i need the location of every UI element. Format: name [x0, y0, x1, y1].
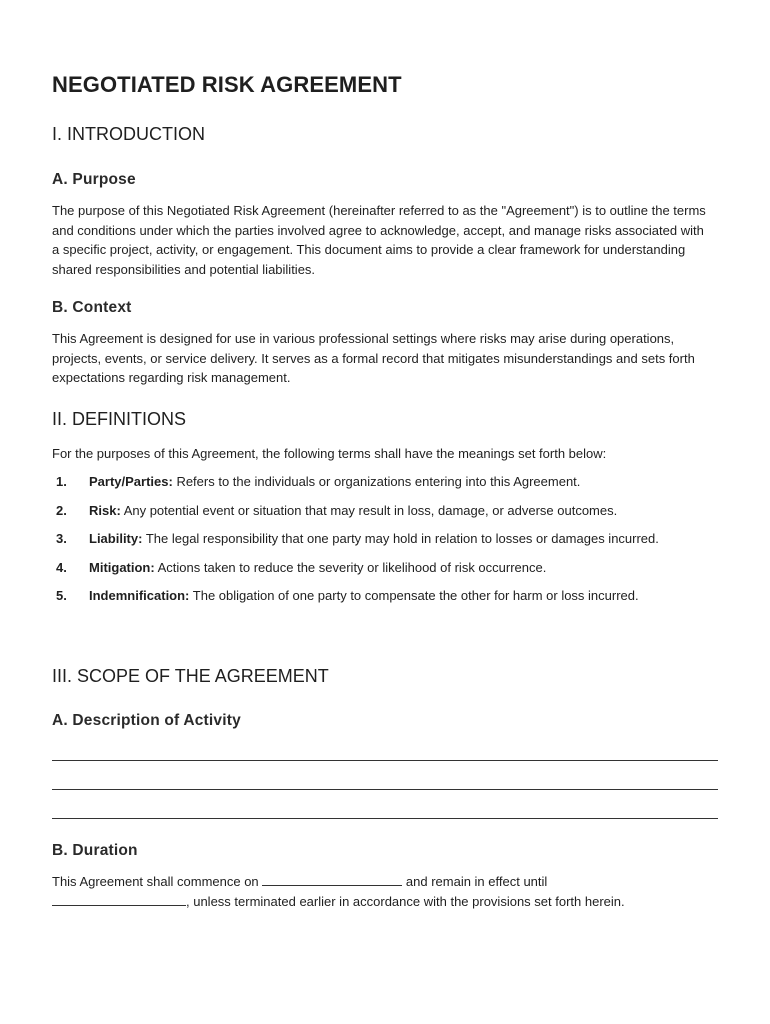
- definition-term: Party/Parties:: [89, 474, 173, 489]
- definition-item: [52, 529, 712, 549]
- definition-text: The obligation of one party to compensate the other for harm or loss incurred.: [189, 588, 639, 603]
- subheading-duration: B. Duration: [52, 842, 138, 859]
- duration-text-middle: and remain in effect until: [402, 874, 548, 889]
- definition-term: Risk:: [89, 502, 121, 518]
- subheading-purpose: A. Purpose: [52, 171, 136, 188]
- definition-term: Indemnification:: [89, 588, 190, 603]
- duration-text-start: This Agreement shall commence on: [52, 874, 263, 889]
- definition-item: [52, 558, 712, 578]
- definition-item: [52, 472, 712, 492]
- definition-text: Refers to the individuals or organizations entering into this Agreement.: [172, 474, 581, 489]
- section-heading-scope: III. SCOPE OF THE AGREEMENT: [52, 666, 329, 686]
- definition-number: 4.: [56, 559, 67, 575]
- definition-text: Actions taken to reduce the severity or likelihood of risk occurrence.: [154, 559, 547, 575]
- description-blank-line-3[interactable]: [52, 818, 718, 819]
- end-date-blank[interactable]: [52, 893, 186, 906]
- definition-number: 1.: [56, 474, 67, 489]
- definition-number: 5.: [56, 588, 67, 603]
- definition-text: The legal responsibility that one party may hold in relation to losses or damages incurred.: [142, 531, 659, 546]
- definition-number: 2.: [56, 502, 67, 518]
- purpose-paragraph: The purpose of this Negotiated Risk Agreement (hereinafter referred to as the "Agreement") is to outline the terms and conditions under which the parties involved agree to acknowledge, accept, and manage risks associated with a specific project, activity, or engagement. This document aims to provide a clear framework for understanding shared responsibilities and potential liabilities.: [52, 203, 706, 277]
- section-heading-introduction: I. INTRODUCTION: [52, 124, 205, 144]
- context-paragraph: This Agreement is designed for use in various professional settings where risks may arise during operations, projects, events, or service delivery. It serves as a formal record that mitigates misunderstandings and sets forth expectations regarding risk management.: [52, 331, 695, 385]
- section-heading-definitions: II. DEFINITIONS: [52, 409, 187, 429]
- document-title: NEGOTIATED RISK AGREEMENT: [52, 72, 402, 97]
- definition-item: [52, 501, 712, 521]
- definition-text: Any potential event or situation that may result in loss, damage, or adverse outcomes.: [120, 502, 618, 518]
- definitions-list: [52, 472, 712, 615]
- duration-paragraph: [52, 872, 712, 911]
- commencement-date-blank[interactable]: [262, 873, 402, 886]
- description-blank-line-1[interactable]: [52, 760, 718, 761]
- definition-term: Mitigation:: [89, 559, 155, 575]
- definition-item: [52, 586, 712, 606]
- subheading-context: B. Context: [52, 299, 132, 316]
- definition-term: Liability:: [89, 531, 143, 546]
- definition-number: 3.: [56, 531, 67, 546]
- subheading-description-of-activity: A. Description of Activity: [52, 712, 241, 729]
- definitions-intro: For the purposes of this Agreement, the following terms shall have the meanings set forth below:: [52, 446, 607, 461]
- description-blank-line-2[interactable]: [52, 789, 718, 790]
- duration-text-end: , unless terminated earlier in accordance with the provisions set forth herein.: [186, 893, 625, 909]
